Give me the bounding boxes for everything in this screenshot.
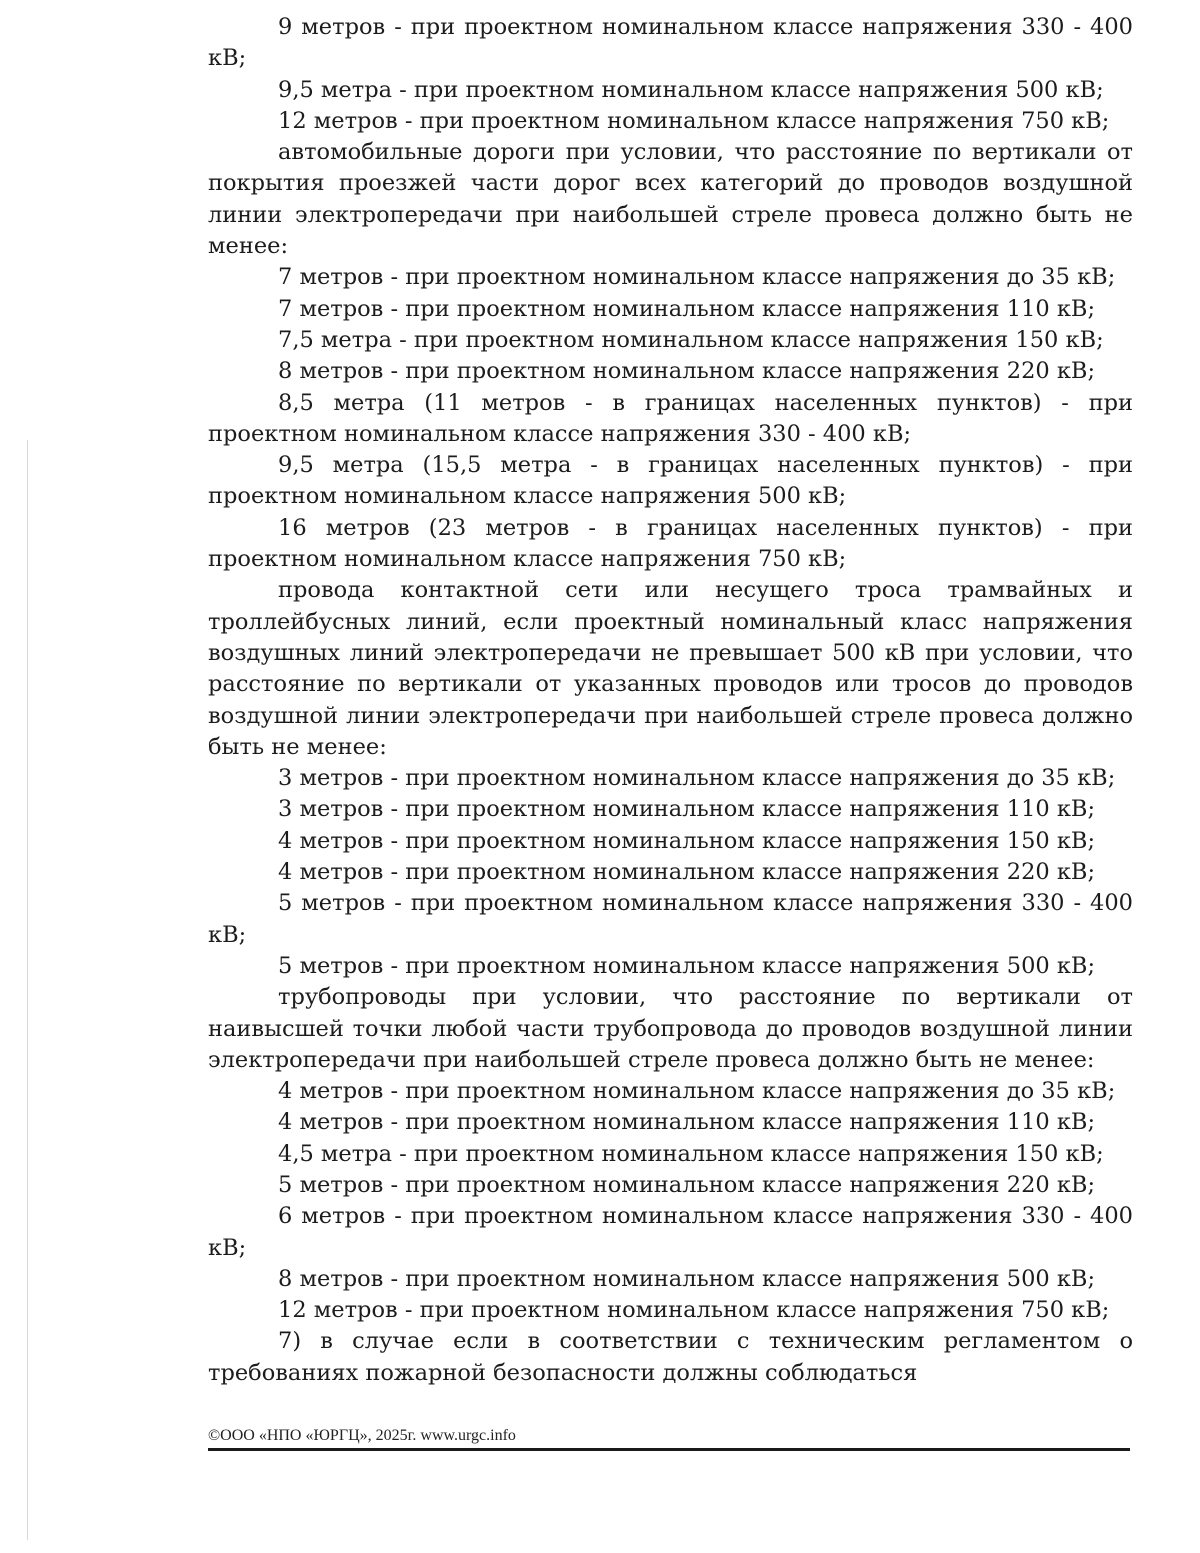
paragraph: 9 метров - при проектном номинальном классе напряжения 330 - 400 кВ; [208, 14, 1133, 72]
paragraph: 7,5 метра - при проектном номинальном классе напряжения 150 кВ; [278, 326, 1104, 353]
page-footer [208, 1426, 1130, 1451]
paragraph: 5 метров - при проектном номинальном классе напряжения 220 кВ; [278, 1171, 1096, 1198]
paragraph: 7 метров - при проектном номинальном классе напряжения 110 кВ; [278, 295, 1096, 322]
paragraph: 9,5 метра - при проектном номинальном классе напряжения 500 кВ; [278, 76, 1104, 103]
paragraph: 7 метров - при проектном номинальном классе напряжения до 35 кВ; [278, 264, 1116, 291]
paragraph: 16 метров (23 метров - в границах населенных пунктов) - при проектном номинальном классе напряжения 750 кВ; [208, 514, 1133, 573]
paragraph: 9,5 метра (15,5 метра - в границах населенных пунктов) - при проектном номинальном классе напряжения 500 кВ; [208, 452, 1133, 510]
paragraph: 12 метров - при проектном номинальном классе напряжения 750 кВ; [278, 107, 1110, 134]
paragraph: 7) в случае если в соответствии с техническим регламентом о требованиях пожарной безопасности должны соблюдаться [208, 1328, 1133, 1386]
footer-copyright: ©ООО «НПО «ЮРГЦ», 2025г. www.urgc.info [208, 1427, 516, 1444]
paragraph: 4 метров - при проектном номинальном классе напряжения 150 кВ; [278, 827, 1096, 854]
paragraph: 4 метров - при проектном номинальном классе напряжения до 35 кВ; [278, 1078, 1116, 1105]
paragraph: 4,5 метра - при проектном номинальном классе напряжения 150 кВ; [278, 1140, 1104, 1167]
paragraph: автомобильные дороги при условии, что расстояние по вертикали от покрытия проезжей части дорог всех категорий до проводов воздушной линии электропередачи при наибольшей стреле провеса должно быть не менее: [208, 139, 1133, 260]
paragraph: 8 метров - при проектном номинальном классе напряжения 220 кВ; [278, 358, 1096, 385]
paragraph: трубопроводы при условии, что расстояние по вертикали от наивысшей точки любой части трубопровода до проводов воздушной линии электропередачи при наибольшей стреле провеса должно быть не менее: [208, 984, 1133, 1073]
paragraph: 6 метров - при проектном номинальном классе напряжения 330 - 400 кВ; [208, 1203, 1133, 1261]
paragraph: 5 метров - при проектном номинальном классе напряжения 500 кВ; [278, 952, 1096, 979]
paragraph: 12 метров - при проектном номинальном классе напряжения 750 кВ; [278, 1297, 1110, 1324]
paragraph: 8 метров - при проектном номинальном классе напряжения 500 кВ; [278, 1265, 1096, 1292]
document-body [208, 12, 1133, 1389]
paragraph: провода контактной сети или несущего троса трамвайных и троллейбусных линий, если проектный номинальный класс напряжения воздушных линий электропередачи не превышает 500 кВ при условии, что расстояние по вертикали от указанных проводов или тросов до проводов воздушной линии электропередачи при наибольшей стреле провеса должно быть не менее: [208, 577, 1133, 760]
paragraph: 4 метров - при проектном номинальном классе напряжения 110 кВ; [278, 1109, 1096, 1136]
paragraph: 4 метров - при проектном номинальном классе напряжения 220 кВ; [278, 859, 1096, 886]
paragraph: 3 метров - при проектном номинальном классе напряжения 110 кВ; [278, 796, 1096, 823]
paragraph: 5 метров - при проектном номинальном классе напряжения 330 - 400 кВ; [208, 890, 1133, 948]
paragraph: 8,5 метра (11 метров - в границах населенных пунктов) - при проектном номинальном классе напряжения 330 - 400 кВ; [208, 389, 1133, 447]
paragraph: 3 метров - при проектном номинальном классе напряжения до 35 кВ; [278, 765, 1116, 792]
scan-edge-line [27, 440, 28, 1540]
